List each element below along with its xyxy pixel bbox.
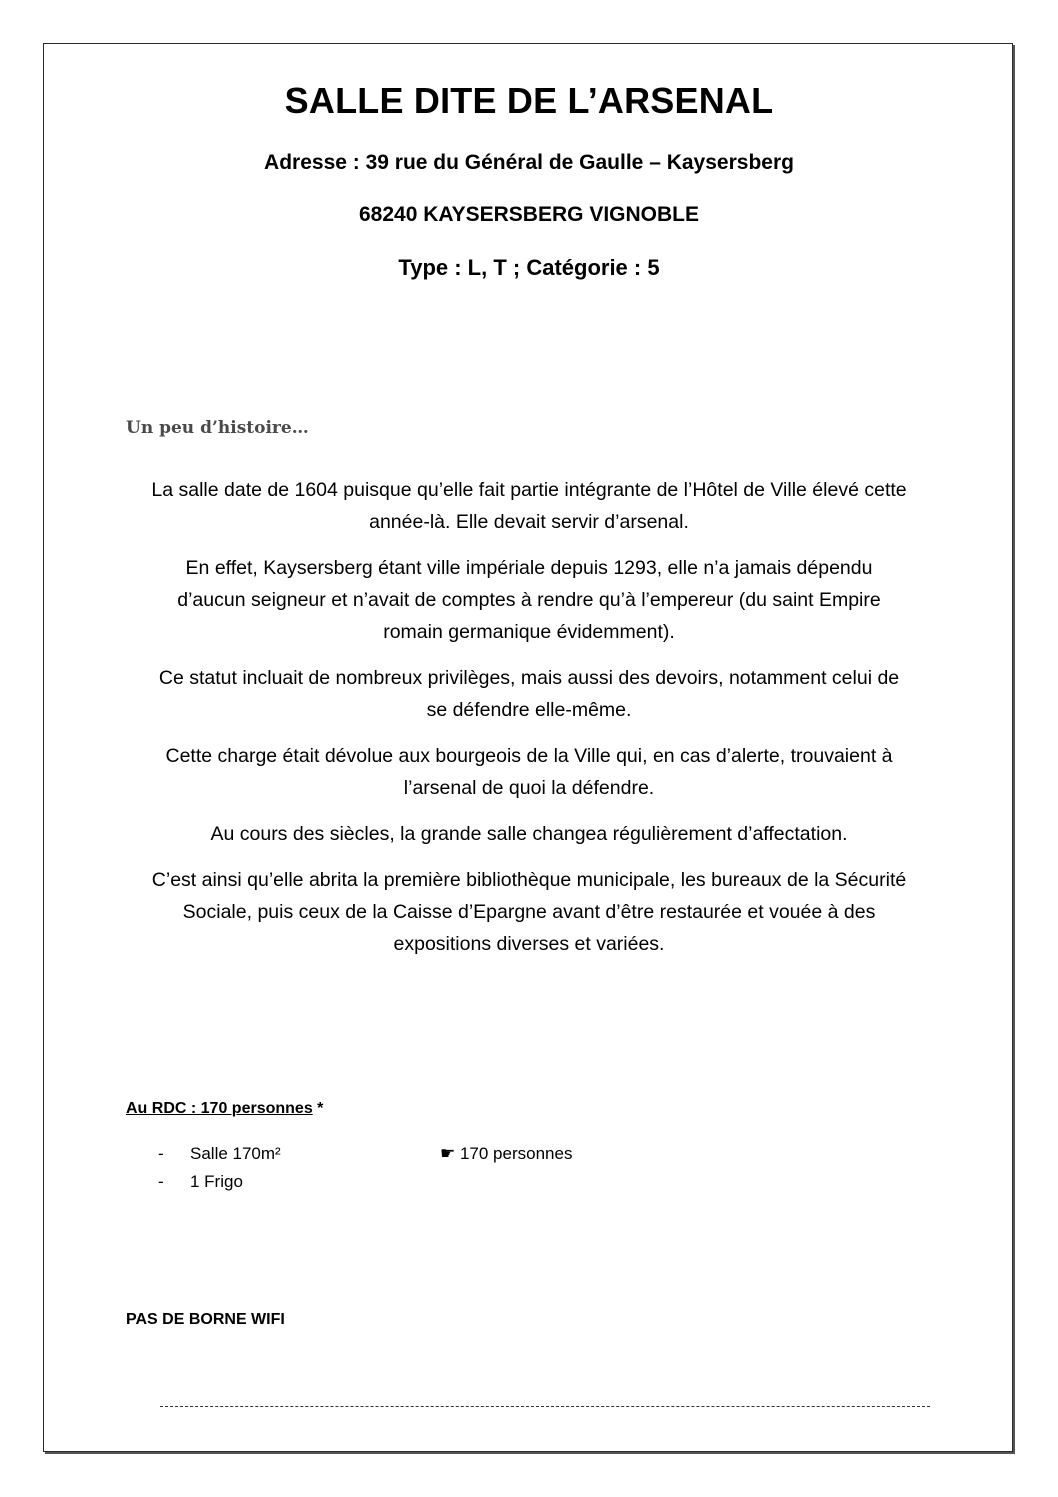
- postal-line: 68240 KAYSERSBERG VIGNOBLE: [358, 203, 699, 226]
- type-category-line: Type : L, T ; Catégorie : 5: [398, 255, 660, 280]
- history-paragraph: Cette charge était dévolue aux bourgeois de la Ville qui, en cas d’alerte, trouvaient à l’arsenal de quoi la défendre.: [165, 745, 893, 799]
- list-dash: -: [158, 1172, 164, 1191]
- address-line: Adresse : 39 rue du Général de Gaulle – Kaysersberg: [264, 151, 794, 174]
- history-paragraph: Au cours des siècles, la grande salle changea régulièrement d’affectation.: [210, 823, 848, 845]
- rdc-list: [126, 1140, 726, 1196]
- list-dash: -: [158, 1144, 164, 1163]
- list-item-label: Salle 170m²: [190, 1144, 281, 1163]
- rdc-heading-text: Au RDC : 170 personnes: [126, 1100, 313, 1117]
- history-paragraph: Ce statut incluait de nombreux privilèges, mais aussi des devoirs, notamment celui de se défendre elle-même.: [158, 667, 900, 721]
- list-item-label: 1 Frigo: [190, 1172, 243, 1191]
- rdc-asterisk: *: [312, 1100, 324, 1117]
- page-title: SALLE DITE DE L’ARSENAL: [284, 80, 774, 121]
- list-item: [126, 1168, 726, 1196]
- history-paragraph: En effet, Kaysersberg étant ville impériale depuis 1293, elle n’a jamais dépendu d’aucun seigneur et n’avait de comptes à rendre qu’à l’empereur (du saint Empire romain germanique évidemment).: [177, 557, 881, 643]
- history-paragraph: La salle date de 1604 puisque qu’elle fait partie intégrante de l’Hôtel de Ville élevé cette année-là. Elle devait servir d’arsenal.: [151, 479, 907, 533]
- dashed-separator: [160, 1406, 930, 1407]
- wifi-notice: PAS DE BORNE WIFI: [126, 1311, 285, 1328]
- list-item-capacity: ☛ 170 personnes: [440, 1144, 573, 1163]
- history-heading: Un peu d’histoire…: [126, 418, 309, 438]
- rdc-heading: [126, 1100, 323, 1118]
- list-item: [126, 1140, 726, 1168]
- history-text: [110, 474, 948, 974]
- history-paragraph: C’est ainsi qu’elle abrita la première bibliothèque municipale, les bureaux de la Sécurité Sociale, puis ceux de la Caisse d’Epargne avant d’être restaurée et vouée à des expositions diverses et variées.: [151, 869, 907, 955]
